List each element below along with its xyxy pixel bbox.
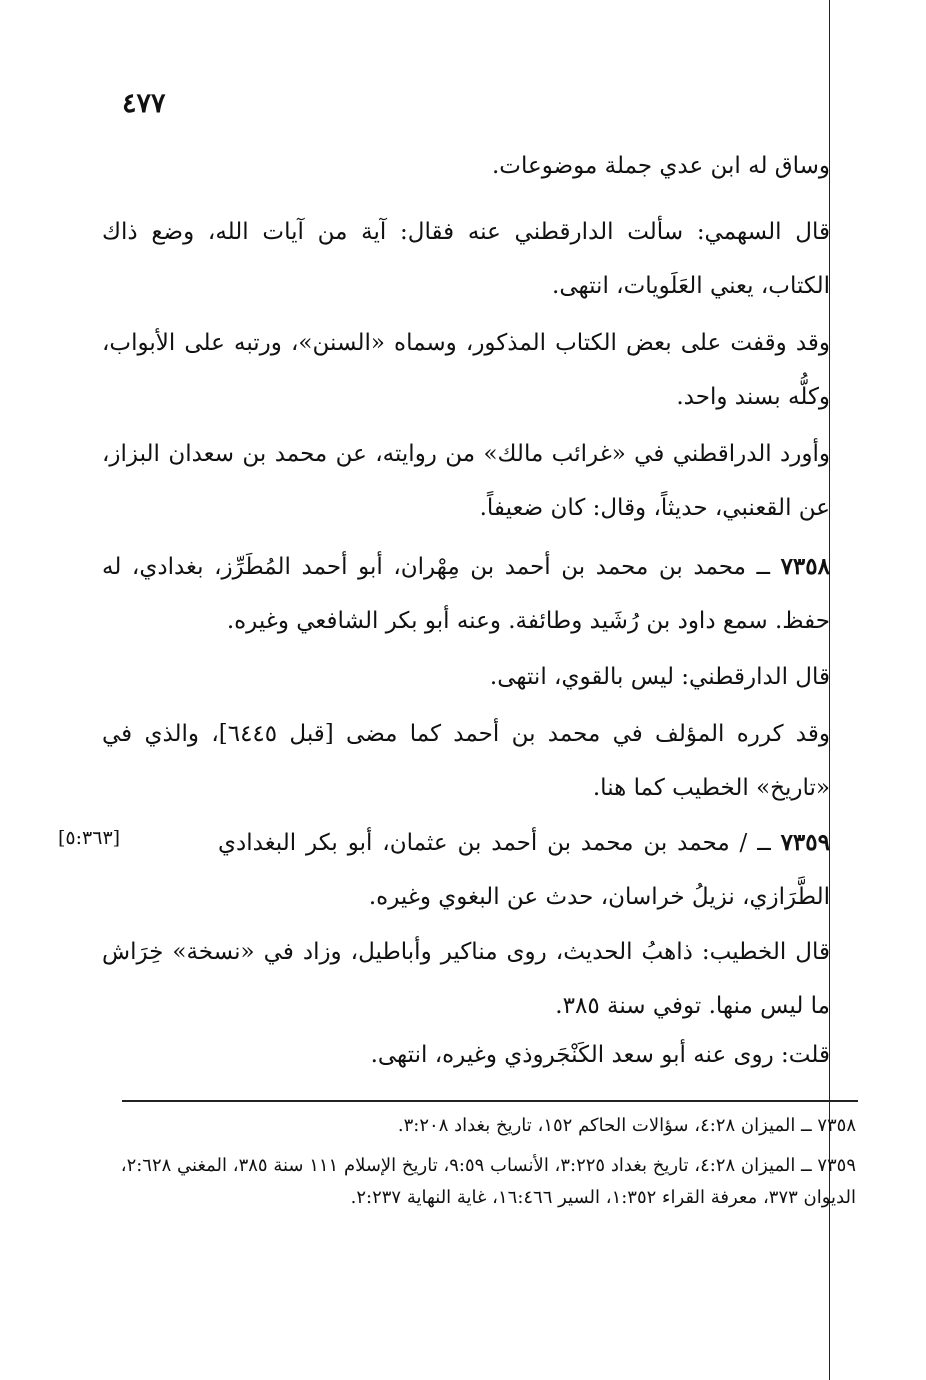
- footnote-7359: ٧٣٥٩ ــ الميزان ٤:٢٨، تاريخ بغداد ٣:٢٢٥، الأنساب ٩:٥٩، تاريخ الإسلام ١١١ سنة ٣٨٥، المغني ٢:٦٢٨، الديوان ٣٧٣، معرفة القراء ١:٣٥٢، السير ١٦:٤٦٦، غاية النهاية ٢:٢٣٧.: [120, 1155, 856, 1208]
- entry-number: ٧٣٥٨: [780, 553, 830, 580]
- entry-number: ٧٣٥٩: [780, 829, 830, 856]
- paragraph-2: قال السهمي: سألت الدارقطني عنه فقال: آية من آيات الله، وضع ذاك الكتاب، يعني العَلَويات، انتهى.: [102, 219, 830, 299]
- footnote-7358: ٧٣٥٨ ــ الميزان ٤:٢٨، سؤالات الحاكم ١٥٢، تاريخ بغداد ٣:٢٠٨.: [397, 1115, 856, 1136]
- entry-7359: [218, 816, 830, 924]
- entry-text: ــ محمد بن محمد بن أحمد بن مِهْران، أبو أحمد المُطَرِّز، بغدادي، له حفظ. سمع داود بن رُشَيد وطائفة. وعنه أبو بكر الشافعي وغيره.: [102, 554, 830, 634]
- paragraph-7: وقد كرره المؤلف في محمد بن أحمد كما مضى [قبل ٦٤٤٥]، والذي في «تاريخ» الخطيب كما هنا.: [102, 721, 830, 801]
- paragraph-10: قلت: روى عنه أبو سعد الكَنْجَروذي وغيره، انتهى.: [370, 1042, 830, 1068]
- paragraph-6: قال الدارقطني: ليس بالقوي، انتهى.: [489, 664, 830, 690]
- paragraph-4: وأورد الدراقطني في «غرائب مالك» من روايته، عن محمد بن سعدان البزاز، عن القعنبي، حديثاً، وقال: كان ضعيفاً.: [102, 441, 830, 521]
- entry-text: ــ / محمد بن محمد بن أحمد بن عثمان، أبو بكر البغدادي الطَّرَازي، نزيلُ خراسان، حدث عن البغوي وغيره.: [218, 830, 830, 910]
- paragraph-9: قال الخطيب: ذاهبُ الحديث، روى مناكير وأباطيل، وزاد في «نسخة» خِرَاش ما ليس منها. توفي سنة ٣٨٥.: [102, 939, 830, 1019]
- paragraph-1: وساق له ابن عدي جملة موضوعات.: [492, 153, 830, 179]
- paragraph-3: وقد وقفت على بعض الكتاب المذكور، وسماه «السنن»، ورتبه على الأبواب، وكلُّه بسند واحد.: [102, 330, 830, 410]
- entry-7358: [102, 540, 830, 648]
- page-number: ٤٧٧: [122, 88, 166, 119]
- footnote-separator: [122, 1100, 858, 1102]
- margin-reference: [٥:٣٦٣]: [58, 827, 121, 849]
